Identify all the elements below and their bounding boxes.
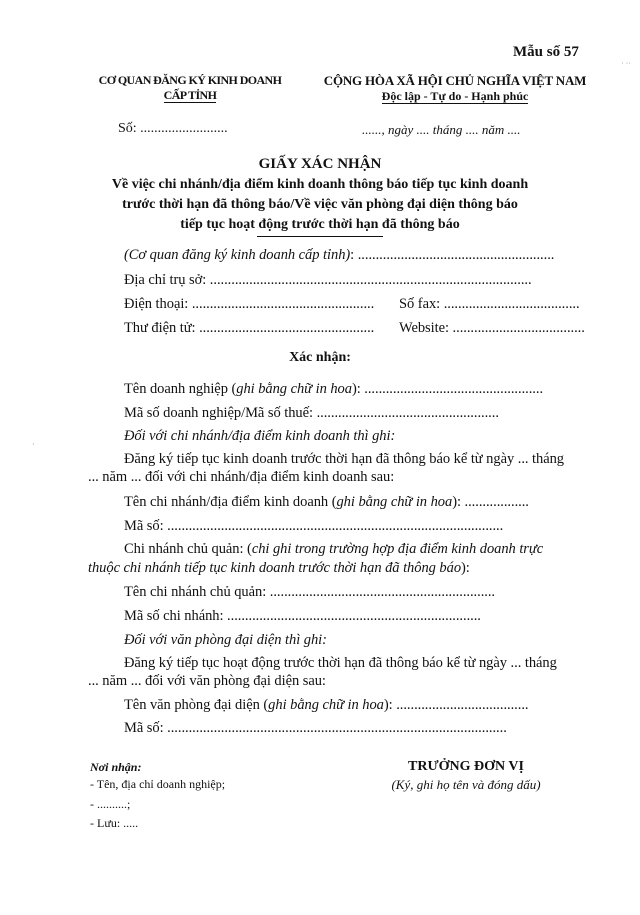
title-underline: [257, 236, 383, 237]
company-name-hint: ghi bằng chữ in hoa: [236, 381, 352, 397]
confirm-heading: Xác nhận:: [289, 350, 351, 365]
office-code-field: Mã số: ...............................................................................................: [124, 720, 507, 736]
branch-registration-line1: Đăng ký tiếp tục kinh doanh trước thời hạn đã thông báo kể từ ngày ... tháng: [124, 451, 565, 467]
parent-branch-code-field: Mã số chi nhánh: .......................................................................: [124, 608, 481, 624]
parent-branch-name-field: Tên chi nhánh chủ quản: ...............................................................: [124, 584, 495, 600]
parent-branch-row2: [88, 560, 470, 577]
parent-branch-label: Chi nhánh chủ quản: (: [124, 541, 252, 557]
agency-phone-field: Điện thoại: ...................................................: [124, 296, 375, 312]
signer-note: (Ký, ghi họ tên và đóng dấu): [391, 777, 541, 792]
recipients-label: Nơi nhận:: [90, 760, 142, 774]
motto: Độc lập - Tự do - Hạnh phúc: [381, 89, 529, 103]
office-name-hint: ghi bằng chữ in hoa: [268, 697, 384, 713]
agency-name-row: [124, 247, 554, 264]
office-name-field: ): .....................................: [383, 697, 529, 713]
branch-name-field: ): ..................: [452, 494, 529, 510]
office-name-row: [124, 697, 528, 714]
scan-speck: ·: [32, 440, 35, 449]
agency-email-field: Thư điện tử: .................................................: [124, 320, 375, 336]
title-line-1: Về việc chi nhánh/địa điểm kinh doanh thông báo tiếp tục kinh doanh: [111, 177, 529, 192]
title-line-3: tiếp tục hoạt động trước thời hạn đã thông báo: [180, 217, 460, 232]
republic-title: CỘNG HÒA XÃ HỘI CHỦ NGHĨA VIỆT NAM: [323, 73, 587, 88]
branch-name-row: [124, 494, 529, 511]
office-name-label: Tên văn phòng đại diện (: [124, 697, 269, 713]
document-date: ......, ngày .... tháng .... năm ....: [362, 122, 521, 137]
document-number: Số: .........................: [118, 121, 228, 136]
office-section-heading: Đối với văn phòng đại diện thì ghi:: [124, 632, 327, 648]
agency-name-label: (Cơ quan đăng ký kinh doanh cấp tỉnh): [124, 247, 351, 263]
agency-line2-wrap: [80, 88, 300, 103]
company-name-row: [124, 381, 543, 398]
recipient-item: - Lưu: .....: [90, 816, 139, 830]
scan-speck: ˙ ˙˙: [621, 61, 631, 70]
agency-name-field: : .......................................................: [350, 247, 555, 263]
agency-line2: CẤP TỈNH: [163, 88, 217, 102]
agency-line1: CƠ QUAN ĐĂNG KÝ KINH DOANH: [98, 73, 282, 87]
branch-registration-line2: ... năm ... đối với chi nhánh/địa điểm kinh doanh sau:: [88, 469, 395, 485]
agency-address-field: Địa chỉ trụ sở: ..........................................................................................: [124, 272, 532, 288]
branch-code-field: Mã số: ..............................................................................................: [124, 518, 504, 534]
form-number: Mẫu số 57: [513, 44, 579, 60]
signer-title: TRƯỞNG ĐƠN VỊ: [408, 759, 524, 774]
title-line-2: trước thời hạn đã thông báo/Về việc văn phòng đại diện thông báo: [122, 197, 518, 212]
branch-section-heading: Đối với chi nhánh/địa điểm kinh doanh thì ghi:: [124, 428, 396, 444]
company-name-field: ): ..................................................: [351, 381, 544, 397]
office-registration-line1: Đăng ký tiếp tục hoạt động trước thời hạn đã thông báo kể từ ngày ... tháng: [124, 655, 557, 671]
recipient-item: - ..........;: [90, 797, 131, 811]
company-name-label: Tên doanh nghiệp (: [124, 381, 237, 397]
agency-fax-field: Số fax: ......................................: [399, 296, 580, 312]
recipient-item: - Tên, địa chỉ doanh nghiệp;: [90, 777, 226, 791]
parent-branch-hint: chi ghi trong trường hợp địa điểm kinh doanh trực: [251, 541, 544, 557]
agency-website-field: Website: .....................................: [399, 320, 585, 336]
branch-name-label: Tên chi nhánh/địa điểm kinh doanh (: [124, 494, 337, 510]
parent-branch-hint-cont: thuộc chi nhánh tiếp tục kinh doanh trước thời hạn đã thông báo: [88, 560, 462, 576]
office-registration-line2: ... năm ... đối với văn phòng đại diện sau:: [88, 673, 326, 689]
parent-branch-row1: [124, 541, 543, 558]
parent-branch-colon: ):: [461, 560, 470, 576]
branch-name-hint: ghi bằng chữ in hoa: [336, 494, 453, 510]
motto-wrap: [305, 89, 605, 104]
company-code-field: Mã số doanh nghiệp/Mã số thuế: ...................................................: [124, 405, 499, 421]
document-title: GIẤY XÁC NHẬN: [258, 156, 382, 172]
